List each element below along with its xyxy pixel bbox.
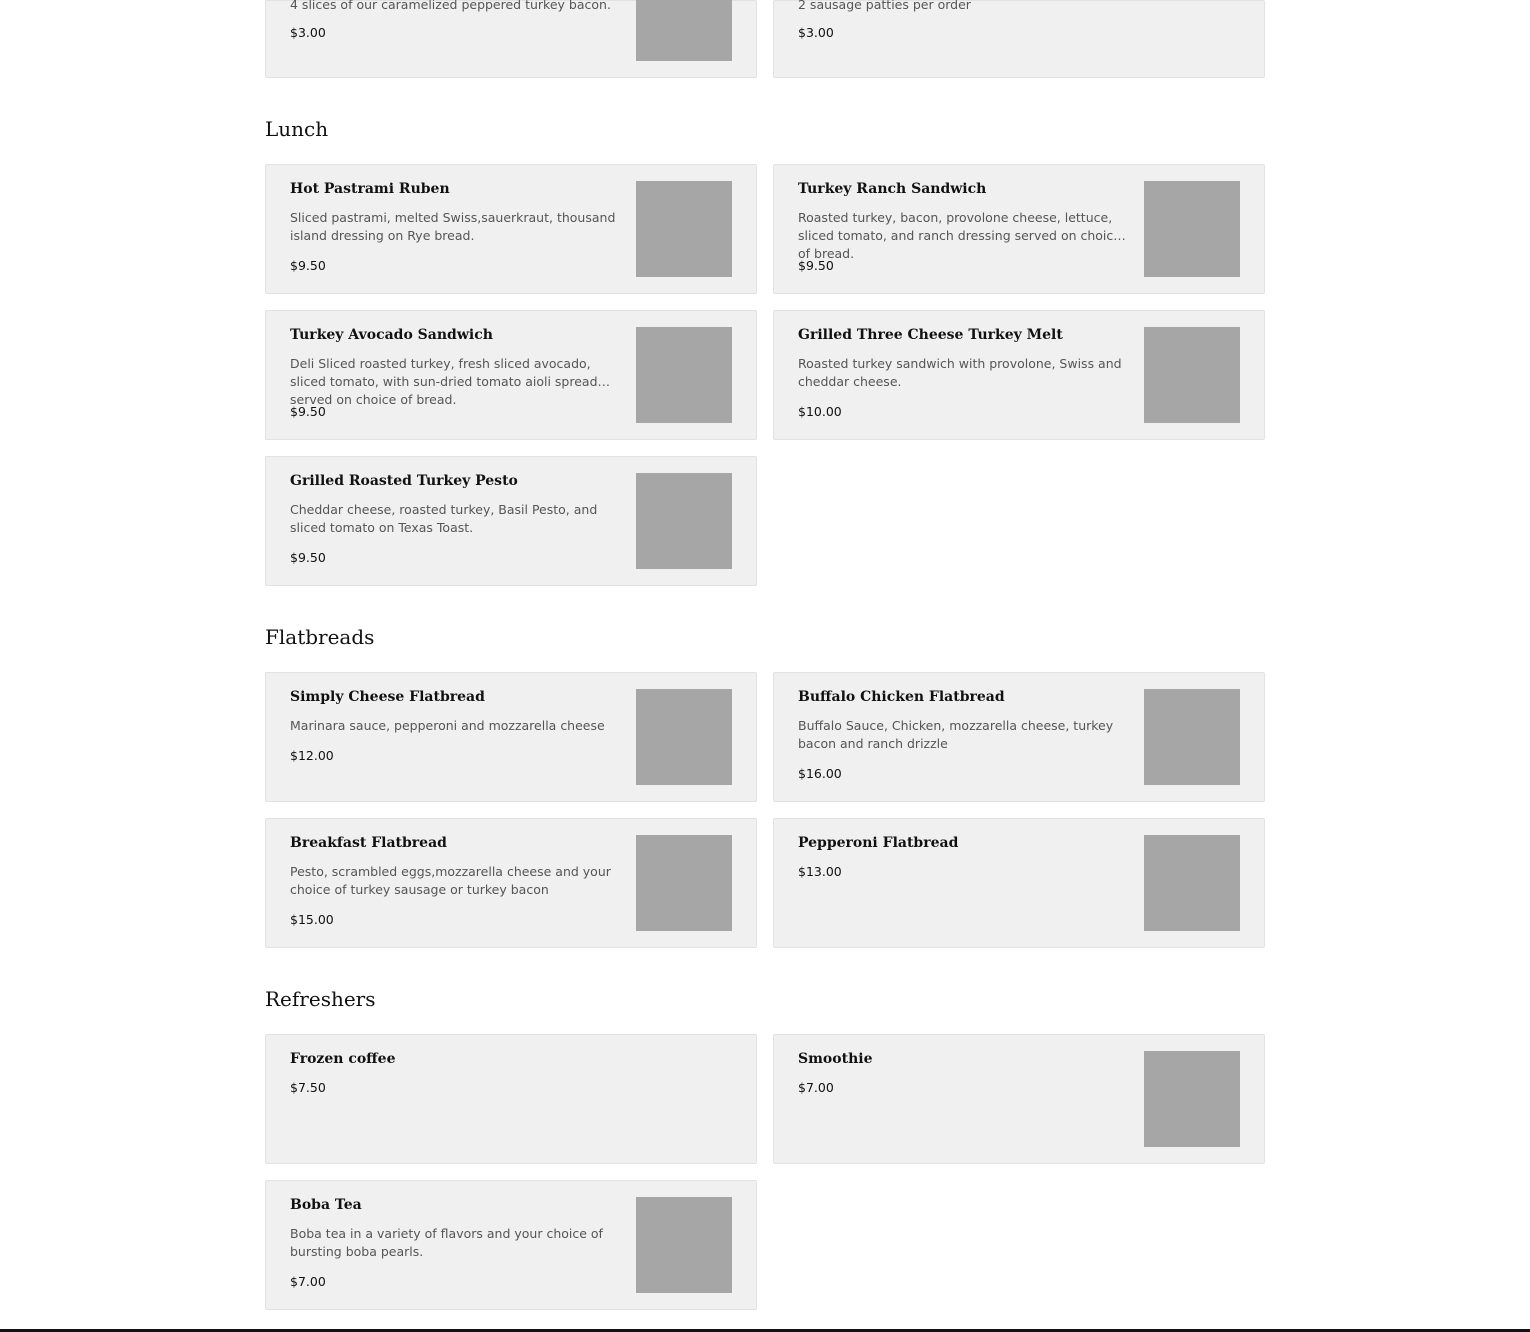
menu-item-description: Pesto, scrambled eggs,mozzarella cheese and your choice of turkey sausage or turkey bacon [290, 864, 611, 897]
menu-item-card[interactable] [773, 164, 1265, 294]
menu-item-card[interactable] [265, 1180, 757, 1310]
menu-item-image [636, 1197, 732, 1293]
menu-item-card[interactable] [265, 310, 757, 440]
menu-item-card-sausage[interactable] [773, 0, 1265, 78]
menu-item-price: $9.50 [290, 258, 326, 273]
menu-item-description: 4 slices of our caramelized peppered turkey bacon. [290, 0, 611, 12]
menu-item-name: Pepperoni Flatbread [798, 835, 959, 851]
menu-item-card[interactable] [265, 456, 757, 586]
menu-item-price: $9.50 [290, 404, 326, 419]
section-title-refreshers: Refreshers [265, 987, 376, 1011]
menu-item-card[interactable] [265, 672, 757, 802]
menu-item-price: $12.00 [290, 748, 334, 763]
menu-item-name: Turkey Avocado Sandwich [290, 327, 493, 343]
menu-item-description: Cheddar cheese, roasted turkey, Basil Pesto, and sliced tomato on Texas Toast. [290, 502, 598, 535]
menu-item-price: $3.00 [798, 25, 834, 40]
menu-item-image [1144, 689, 1240, 785]
menu-item-card[interactable] [265, 164, 757, 294]
menu-item-price: $7.50 [290, 1080, 326, 1095]
menu-item-description: Deli Sliced roasted turkey, fresh sliced avocado, sliced tomato, with sun-dried tomato aioli spread served on choice of bread. [290, 356, 598, 407]
menu-item-description: Roasted turkey, bacon, provolone cheese, lettuce, sliced tomato, and ranch dressing served on choice of bread. [798, 210, 1121, 261]
menu-item-price: $10.00 [798, 404, 842, 419]
menu-item-name: Buffalo Chicken Flatbread [798, 689, 1005, 705]
menu-item-price: $7.00 [290, 1274, 326, 1289]
menu-item-image [636, 835, 732, 931]
menu-item-image [1144, 327, 1240, 423]
menu-item-image [636, 689, 732, 785]
menu-item-name: Frozen coffee [290, 1051, 396, 1067]
menu-item-image [636, 181, 732, 277]
menu-item-image [636, 0, 732, 61]
menu-item-price: $15.00 [290, 912, 334, 927]
menu-item-card-turkey-bacon[interactable] [265, 0, 757, 78]
menu-item-card[interactable] [773, 1034, 1265, 1164]
menu-item-price: $13.00 [798, 864, 842, 879]
menu-item-description: Roasted turkey sandwich with provolone, Swiss and cheddar cheese. [798, 356, 1122, 389]
menu-item-image [1144, 181, 1240, 277]
menu-item-image [636, 327, 732, 423]
menu-item-card[interactable] [773, 818, 1265, 948]
menu-item-name: Grilled Roasted Turkey Pesto [290, 473, 518, 489]
menu-item-image [1144, 835, 1240, 931]
menu-item-name: Hot Pastrami Ruben [290, 181, 450, 197]
menu-item-name: Smoothie [798, 1051, 873, 1067]
menu-item-description: Boba tea in a variety of flavors and your choice of bursting boba pearls. [290, 1226, 603, 1259]
menu-item-card[interactable] [265, 1034, 757, 1164]
menu-item-card[interactable] [265, 818, 757, 948]
menu-item-price: $9.50 [798, 258, 834, 273]
menu-item-price: $9.50 [290, 550, 326, 565]
menu-item-price: $16.00 [798, 766, 842, 781]
menu-item-name: Simply Cheese Flatbread [290, 689, 485, 705]
menu-item-image [636, 473, 732, 569]
section-title-flatbreads: Flatbreads [265, 625, 375, 649]
menu-item-description: Sliced pastrami, melted Swiss,sauerkraut, thousand island dressing on Rye bread. [290, 210, 616, 243]
menu-item-card[interactable] [773, 672, 1265, 802]
menu-item-name: Turkey Ranch Sandwich [798, 181, 987, 197]
menu-item-description: Buffalo Sauce, Chicken, mozzarella cheese, turkey bacon and ranch drizzle [798, 718, 1114, 751]
menu-item-card[interactable] [773, 310, 1265, 440]
menu-item-price: $3.00 [290, 25, 326, 40]
menu-item-description: 2 sausage patties per order [798, 0, 971, 12]
menu-item-price: $7.00 [798, 1080, 834, 1095]
menu-item-name: Breakfast Flatbread [290, 835, 447, 851]
menu-item-description: Marinara sauce, pepperoni and mozzarella cheese [290, 718, 605, 733]
menu-item-name: Grilled Three Cheese Turkey Melt [798, 327, 1063, 343]
section-title-lunch: Lunch [265, 117, 329, 141]
menu-item-name: Boba Tea [290, 1197, 362, 1213]
menu-item-image [1144, 1051, 1240, 1147]
